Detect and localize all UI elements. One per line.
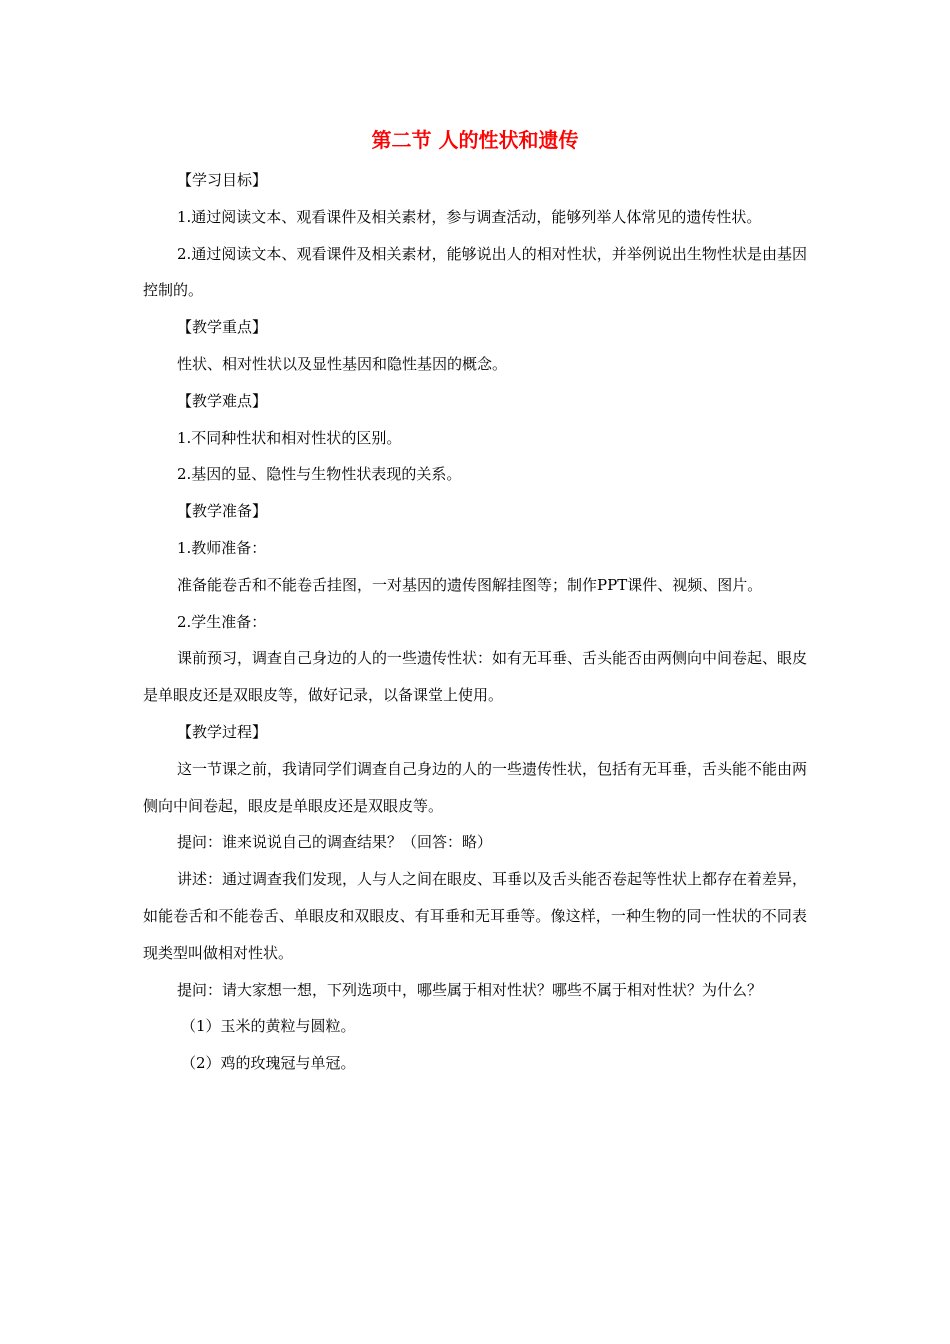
section-heading-goals: 【学习目标】 bbox=[177, 171, 268, 189]
process-paragraph-3: 讲述：通过调查我们发现，人与人之间在眼皮、耳垂以及舌头能否卷起等性状上都存在着差异，如能卷舌和不能卷舌、单眼皮和双眼皮、有耳垂和无耳垂等。像这样，一种生物的同一性状的不同表现类型叫做相对性状。 bbox=[143, 870, 808, 962]
option-item-1: （1）玉米的黄粒与圆粒。 bbox=[181, 1017, 356, 1036]
prep-student-label: 2.学生准备： bbox=[177, 612, 267, 631]
prep-teacher-text: 准备能卷舌和不能卷舌挂图，一对基因的遗传图解挂图等；制作PPT课件、视频、图片。 bbox=[177, 575, 763, 594]
section-heading-key-points: 【教学重点】 bbox=[177, 318, 268, 337]
page-title: 第二节 人的性状和遗传 bbox=[371, 128, 579, 152]
key-points-text: 性状、相对性状以及显性基因和隐性基因的概念。 bbox=[177, 354, 508, 373]
prep-student-text: 课前预习，调查自己身边的人的一些遗传性状：如有无耳垂、舌头能否由两侧向中间卷起、眼皮是单眼皮还是双眼皮等，做好记录，以备课堂上使用。 bbox=[143, 649, 808, 705]
prep-teacher-label: 1.教师准备： bbox=[177, 538, 267, 557]
goal-item-1: 1.通过阅读文本、观看课件及相关素材，参与调查活动，能够列举人体常见的遗传性状。 bbox=[177, 207, 762, 226]
section-heading-difficulties: 【教学难点】 bbox=[177, 391, 268, 410]
option-item-2: （2）鸡的玫瑰冠与单冠。 bbox=[181, 1054, 356, 1073]
document-body bbox=[143, 162, 807, 1082]
section-heading-process: 【教学过程】 bbox=[177, 722, 268, 741]
difficulty-item-1: 1.不同种性状和相对性状的区别。 bbox=[177, 428, 402, 447]
process-paragraph-1: 这一节课之前，我请同学们调查自己身边的人的一些遗传性状，包括有无耳垂，舌头能不能由两侧向中间卷起，眼皮是单眼皮还是双眼皮等。 bbox=[143, 759, 808, 815]
difficulty-item-2: 2.基因的显、隐性与生物性状表现的关系。 bbox=[177, 465, 462, 484]
process-paragraph-4: 提问：请大家想一想，下列选项中，哪些属于相对性状？哪些不属于相对性状？为什么？ bbox=[177, 980, 763, 999]
goal-item-2: 2.通过阅读文本、观看课件及相关素材，能够说出人的相对性状，并举例说出生物性状是由基因控制的。 bbox=[143, 244, 807, 300]
process-paragraph-2: 提问：谁来说说自己的调查结果？（回答：略） bbox=[177, 833, 493, 852]
section-heading-preparation: 【教学准备】 bbox=[177, 502, 268, 521]
